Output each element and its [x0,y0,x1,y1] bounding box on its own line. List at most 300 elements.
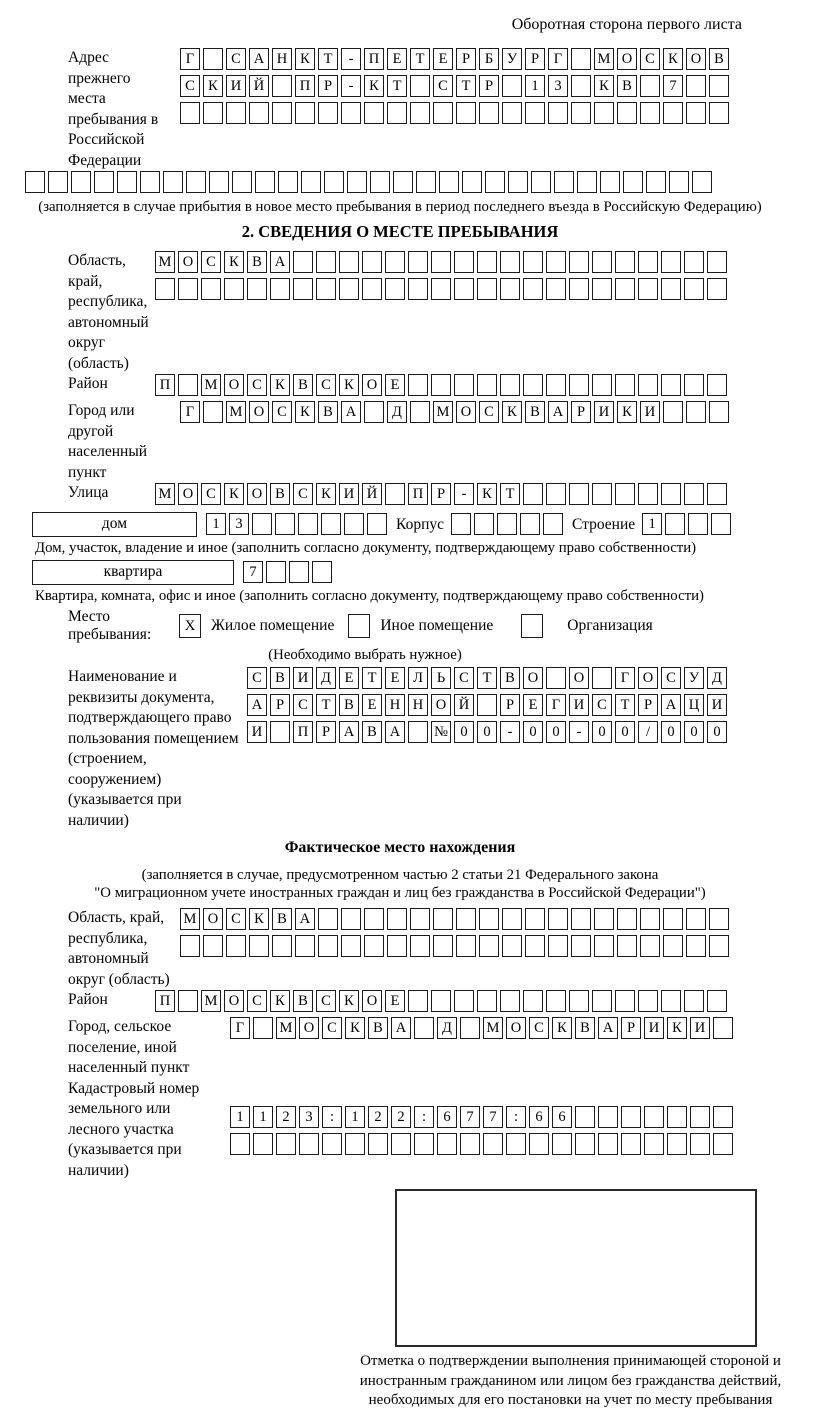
form-cell[interactable] [155,278,175,300]
form-cell[interactable] [615,251,635,273]
form-cell[interactable]: Т [456,75,476,97]
form-cell[interactable]: С [529,1017,549,1039]
form-cell[interactable]: П [364,48,384,70]
form-cell[interactable] [592,667,612,689]
form-cell[interactable]: В [318,401,338,423]
form-cell[interactable] [318,908,338,930]
form-cell[interactable]: К [249,908,269,930]
form-cell[interactable]: П [155,990,175,1012]
form-cell[interactable]: : [322,1106,342,1128]
form-cell[interactable] [364,401,384,423]
form-cell[interactable] [617,908,637,930]
form-cell[interactable]: К [502,401,522,423]
form-cell[interactable]: М [155,251,175,273]
form-cell[interactable] [477,990,497,1012]
form-cell[interactable]: И [339,483,359,505]
form-cell[interactable] [479,102,499,124]
form-cell[interactable]: А [339,721,359,743]
form-cell[interactable]: 2 [368,1106,388,1128]
form-cell[interactable] [414,1133,434,1155]
form-cell[interactable] [485,171,505,193]
form-cell[interactable]: П [155,374,175,396]
form-cell[interactable]: Р [316,721,336,743]
form-cell[interactable]: К [203,75,223,97]
form-cell[interactable]: О [506,1017,526,1039]
form-cell[interactable] [684,483,704,505]
form-cell[interactable] [644,1106,664,1128]
form-cell[interactable] [617,102,637,124]
form-cell[interactable]: М [483,1017,503,1039]
form-cell[interactable]: 0 [523,721,543,743]
form-cell[interactable] [686,401,706,423]
form-cell[interactable] [276,1133,296,1155]
form-cell[interactable] [523,374,543,396]
form-cell[interactable] [598,1133,618,1155]
form-cell[interactable]: И [690,1017,710,1039]
form-cell[interactable] [270,278,290,300]
form-cell[interactable] [322,1133,342,1155]
form-cell[interactable]: О [456,401,476,423]
form-cell[interactable] [546,667,566,689]
form-cell[interactable] [684,251,704,273]
form-cell[interactable] [410,102,430,124]
checkbox-organization[interactable] [521,614,543,638]
form-cell[interactable]: У [684,667,704,689]
form-cell[interactable] [370,171,390,193]
form-cell[interactable]: Й [362,483,382,505]
form-cell[interactable]: С [316,990,336,1012]
form-cell[interactable] [385,483,405,505]
form-cell[interactable] [364,908,384,930]
form-cell[interactable] [48,171,68,193]
form-cell[interactable]: К [339,990,359,1012]
form-cell[interactable] [209,171,229,193]
form-cell[interactable] [299,1133,319,1155]
form-cell[interactable] [640,75,660,97]
form-cell[interactable] [638,278,658,300]
form-cell[interactable]: Р [571,401,591,423]
form-cell[interactable]: М [433,401,453,423]
form-cell[interactable]: С [293,694,313,716]
form-cell[interactable]: - [454,483,474,505]
form-cell[interactable] [709,102,729,124]
form-cell[interactable]: К [594,75,614,97]
form-cell[interactable]: Н [408,694,428,716]
form-cell[interactable] [454,990,474,1012]
form-cell[interactable]: М [594,48,614,70]
form-cell[interactable] [707,374,727,396]
form-cell[interactable]: Г [180,401,200,423]
form-cell[interactable]: К [552,1017,572,1039]
form-cell[interactable]: Р [638,694,658,716]
form-cell[interactable]: С [322,1017,342,1039]
form-cell[interactable] [500,251,520,273]
form-cell[interactable] [594,935,614,957]
form-cell[interactable]: А [247,694,267,716]
form-cell[interactable] [571,75,591,97]
form-cell[interactable] [367,513,387,535]
form-cell[interactable]: Г [548,48,568,70]
form-cell[interactable] [339,278,359,300]
form-cell[interactable] [548,102,568,124]
form-cell[interactable] [554,171,574,193]
form-cell[interactable]: М [201,990,221,1012]
form-cell[interactable]: Г [180,48,200,70]
checkbox-other-premise[interactable] [348,614,370,638]
form-cell[interactable] [456,908,476,930]
form-cell[interactable] [203,48,223,70]
form-cell[interactable]: 1 [230,1106,250,1128]
form-cell[interactable]: Д [387,401,407,423]
form-cell[interactable]: О [686,48,706,70]
form-cell[interactable]: С [247,667,267,689]
form-cell[interactable] [341,908,361,930]
form-cell[interactable]: Е [387,48,407,70]
form-cell[interactable]: 0 [546,721,566,743]
form-cell[interactable] [312,561,332,583]
form-cell[interactable]: А [598,1017,618,1039]
form-cell[interactable]: Е [385,374,405,396]
form-cell[interactable]: П [295,75,315,97]
form-cell[interactable]: Т [318,48,338,70]
form-cell[interactable]: С [640,48,660,70]
form-cell[interactable]: 6 [437,1106,457,1128]
form-cell[interactable] [686,908,706,930]
form-cell[interactable]: - [341,75,361,97]
form-cell[interactable] [410,908,430,930]
form-cell[interactable] [341,935,361,957]
form-cell[interactable] [525,935,545,957]
form-cell[interactable]: Л [408,667,428,689]
form-cell[interactable] [25,171,45,193]
form-cell[interactable]: О [569,667,589,689]
form-cell[interactable] [502,935,522,957]
form-cell[interactable]: С [454,667,474,689]
form-cell[interactable]: 1 [345,1106,365,1128]
form-cell[interactable] [278,171,298,193]
form-cell[interactable]: К [339,374,359,396]
form-cell[interactable]: О [178,483,198,505]
form-cell[interactable] [410,401,430,423]
form-cell[interactable] [203,102,223,124]
form-cell[interactable]: И [226,75,246,97]
form-cell[interactable] [178,278,198,300]
form-cell[interactable] [345,1133,365,1155]
form-cell[interactable] [433,102,453,124]
form-cell[interactable] [301,171,321,193]
form-cell[interactable]: В [368,1017,388,1039]
form-cell[interactable] [387,935,407,957]
form-cell[interactable] [623,171,643,193]
form-cell[interactable] [433,908,453,930]
form-cell[interactable]: 7 [243,561,263,583]
form-cell[interactable] [711,513,731,535]
form-cell[interactable]: В [709,48,729,70]
form-cell[interactable] [598,1106,618,1128]
form-cell[interactable] [408,251,428,273]
form-cell[interactable]: Т [410,48,430,70]
form-cell[interactable]: К [295,401,315,423]
form-cell[interactable] [543,513,563,535]
form-cell[interactable] [272,935,292,957]
form-cell[interactable]: С [247,990,267,1012]
form-cell[interactable]: 0 [707,721,727,743]
form-cell[interactable]: 0 [592,721,612,743]
form-cell[interactable] [569,278,589,300]
form-cell[interactable] [552,1133,572,1155]
form-cell[interactable]: 3 [548,75,568,97]
form-cell[interactable]: М [201,374,221,396]
form-cell[interactable]: О [299,1017,319,1039]
form-cell[interactable] [479,908,499,930]
form-cell[interactable] [431,278,451,300]
form-cell[interactable] [502,908,522,930]
form-cell[interactable]: Р [431,483,451,505]
form-cell[interactable]: С [316,374,336,396]
form-cell[interactable] [661,483,681,505]
form-cell[interactable]: С [433,75,453,97]
form-cell[interactable] [431,251,451,273]
form-cell[interactable]: И [293,667,313,689]
form-cell[interactable] [460,1133,480,1155]
form-cell[interactable] [416,171,436,193]
form-cell[interactable] [94,171,114,193]
form-cell[interactable] [594,102,614,124]
form-cell[interactable]: И [594,401,614,423]
form-cell[interactable]: Д [316,667,336,689]
form-cell[interactable]: С [180,75,200,97]
form-cell[interactable]: И [569,694,589,716]
form-cell[interactable]: Т [477,667,497,689]
form-cell[interactable]: К [270,374,290,396]
form-cell[interactable] [692,171,712,193]
form-cell[interactable]: К [345,1017,365,1039]
form-cell[interactable]: С [479,401,499,423]
form-cell[interactable] [253,1017,273,1039]
form-cell[interactable] [531,171,551,193]
form-cell[interactable] [391,1133,411,1155]
form-cell[interactable] [548,935,568,957]
form-cell[interactable] [293,251,313,273]
form-cell[interactable] [318,935,338,957]
form-cell[interactable] [454,278,474,300]
form-cell[interactable]: Р [456,48,476,70]
form-cell[interactable] [477,374,497,396]
form-cell[interactable] [270,721,290,743]
form-cell[interactable]: 7 [663,75,683,97]
form-cell[interactable] [500,278,520,300]
form-cell[interactable]: О [178,251,198,273]
form-cell[interactable] [592,483,612,505]
form-cell[interactable] [451,513,471,535]
form-cell[interactable] [272,75,292,97]
form-cell[interactable] [640,935,660,957]
form-cell[interactable]: : [506,1106,526,1128]
form-cell[interactable] [709,401,729,423]
form-cell[interactable] [385,251,405,273]
form-cell[interactable] [364,935,384,957]
form-cell[interactable]: С [272,401,292,423]
form-cell[interactable]: В [500,667,520,689]
form-cell[interactable] [474,513,494,535]
form-cell[interactable] [362,278,382,300]
form-cell[interactable]: 2 [276,1106,296,1128]
form-cell[interactable] [569,483,589,505]
form-cell[interactable] [523,251,543,273]
form-cell[interactable] [600,171,620,193]
form-cell[interactable]: М [226,401,246,423]
form-cell[interactable] [252,513,272,535]
form-cell[interactable]: Т [362,667,382,689]
form-cell[interactable]: 3 [299,1106,319,1128]
form-cell[interactable]: О [224,374,244,396]
form-cell[interactable] [178,990,198,1012]
form-cell[interactable] [615,483,635,505]
form-cell[interactable]: К [224,251,244,273]
form-cell[interactable] [500,990,520,1012]
form-cell[interactable] [247,278,267,300]
form-cell[interactable]: Р [318,75,338,97]
form-cell[interactable]: П [408,483,428,505]
form-cell[interactable] [462,171,482,193]
form-cell[interactable]: И [644,1017,664,1039]
form-cell[interactable] [408,721,428,743]
form-cell[interactable] [341,102,361,124]
form-cell[interactable]: Г [615,667,635,689]
form-cell[interactable] [640,102,660,124]
form-cell[interactable] [707,483,727,505]
form-cell[interactable] [385,278,405,300]
form-cell[interactable] [571,908,591,930]
form-cell[interactable] [571,102,591,124]
form-cell[interactable] [688,513,708,535]
form-cell[interactable]: 0 [454,721,474,743]
form-cell[interactable]: - [341,48,361,70]
form-cell[interactable]: В [293,990,313,1012]
form-cell[interactable] [506,1133,526,1155]
form-cell[interactable] [502,102,522,124]
form-cell[interactable]: 6 [552,1106,572,1128]
form-cell[interactable] [523,483,543,505]
checkbox-residential[interactable]: X [179,614,201,638]
form-cell[interactable]: С [201,251,221,273]
form-cell[interactable]: В [339,694,359,716]
form-cell[interactable] [414,1017,434,1039]
form-cell[interactable] [454,251,474,273]
form-cell[interactable] [477,251,497,273]
form-cell[interactable]: 1 [206,513,226,535]
form-cell[interactable] [569,374,589,396]
form-cell[interactable] [408,278,428,300]
form-cell[interactable] [663,401,683,423]
form-cell[interactable]: Е [339,667,359,689]
form-cell[interactable] [646,171,666,193]
form-cell[interactable] [253,1133,273,1155]
form-cell[interactable]: С [226,908,246,930]
form-cell[interactable]: К [477,483,497,505]
form-cell[interactable] [709,935,729,957]
form-cell[interactable] [546,483,566,505]
form-cell[interactable] [431,990,451,1012]
form-cell[interactable]: А [385,721,405,743]
form-cell[interactable]: П [293,721,313,743]
form-cell[interactable] [408,990,428,1012]
form-cell[interactable]: У [502,48,522,70]
form-cell[interactable] [249,935,269,957]
form-cell[interactable] [594,908,614,930]
form-cell[interactable]: В [247,251,267,273]
form-cell[interactable]: Т [387,75,407,97]
form-cell[interactable]: В [270,483,290,505]
form-cell[interactable]: / [638,721,658,743]
form-cell[interactable] [663,908,683,930]
form-cell[interactable]: О [224,990,244,1012]
form-cell[interactable]: 0 [477,721,497,743]
form-cell[interactable] [669,171,689,193]
form-cell[interactable]: О [523,667,543,689]
form-cell[interactable] [163,171,183,193]
form-cell[interactable] [316,251,336,273]
form-cell[interactable]: Й [249,75,269,97]
form-cell[interactable]: О [431,694,451,716]
form-cell[interactable] [255,171,275,193]
form-cell[interactable]: О [617,48,637,70]
form-cell[interactable]: А [249,48,269,70]
form-cell[interactable] [454,374,474,396]
form-cell[interactable] [230,1133,250,1155]
form-cell[interactable]: А [295,908,315,930]
form-cell[interactable]: Т [500,483,520,505]
form-cell[interactable] [571,935,591,957]
form-cell[interactable] [321,513,341,535]
form-cell[interactable] [226,935,246,957]
form-cell[interactable] [477,694,497,716]
form-cell[interactable] [224,278,244,300]
form-cell[interactable] [525,102,545,124]
form-cell[interactable] [709,75,729,97]
form-cell[interactable] [410,935,430,957]
form-cell[interactable]: В [617,75,637,97]
form-cell[interactable] [523,278,543,300]
form-cell[interactable]: 0 [684,721,704,743]
form-cell[interactable] [638,251,658,273]
form-cell[interactable] [272,102,292,124]
form-cell[interactable]: С [201,483,221,505]
form-cell[interactable] [667,1133,687,1155]
form-cell[interactable] [249,102,269,124]
form-cell[interactable] [460,1017,480,1039]
form-cell[interactable]: С [247,374,267,396]
form-cell[interactable] [479,935,499,957]
form-cell[interactable]: 6 [529,1106,549,1128]
form-cell[interactable] [661,278,681,300]
form-cell[interactable]: А [661,694,681,716]
form-cell[interactable]: 3 [229,513,249,535]
form-cell[interactable] [575,1133,595,1155]
form-cell[interactable] [316,278,336,300]
form-cell[interactable] [615,990,635,1012]
form-cell[interactable]: Н [272,48,292,70]
form-cell[interactable] [393,171,413,193]
form-cell[interactable] [140,171,160,193]
form-cell[interactable] [690,1106,710,1128]
form-cell[interactable]: Е [433,48,453,70]
form-cell[interactable] [456,935,476,957]
form-cell[interactable]: Д [707,667,727,689]
form-cell[interactable]: Й [454,694,474,716]
form-cell[interactable] [713,1106,733,1128]
form-cell[interactable] [387,908,407,930]
